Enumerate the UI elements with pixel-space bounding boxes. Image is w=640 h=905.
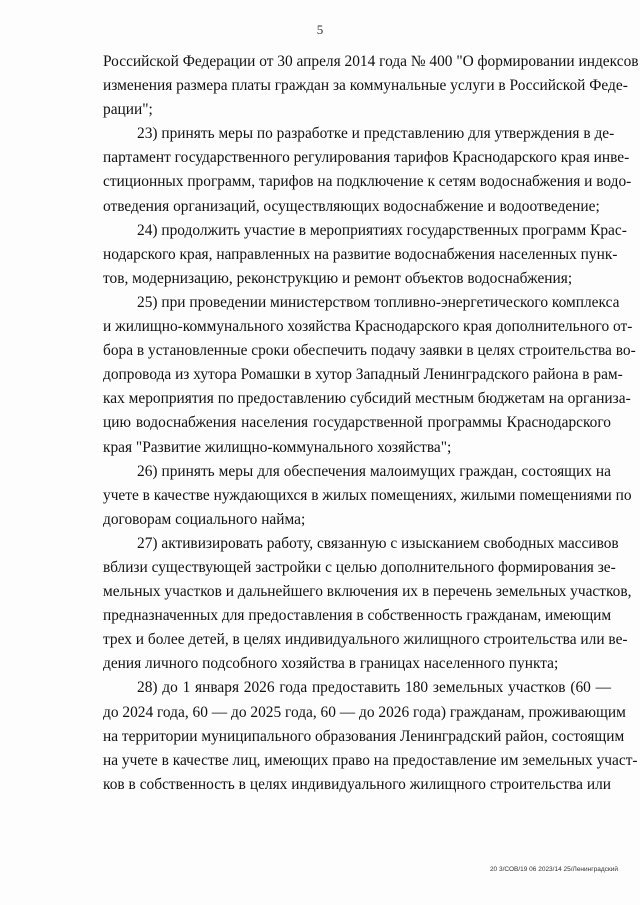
text-line: на учете в качестве лиц, имеющих право на предоставление им земельных участ-: [103, 751, 638, 769]
paragraph-p27: [103, 532, 632, 677]
text-line: рации";: [103, 101, 153, 119]
paragraph-p26: [103, 460, 632, 532]
text-line: дения личного подсобного хозяйства в границах населенного пункта;: [103, 655, 559, 673]
document-footer-code: 20 3/СОВ/19 06 2023/14 25/Ленинградский: [489, 866, 618, 873]
text-line: 23) принять меры по разработке и представлению для утверждения в де-: [137, 125, 615, 143]
text-line: предназначенных для предоставления в собственность гражданам, имеющим: [103, 607, 612, 625]
paragraph-p24: [103, 219, 627, 291]
text-line: партамент государственного регулирования тарифов Краснодарского края инве-: [103, 149, 630, 167]
paragraph-p28: [103, 676, 638, 796]
text-line: бора в установленные сроки обеспечить подачу заявки в целях строительства во-: [103, 342, 636, 360]
text-line: договорам социального найма;: [103, 510, 306, 528]
text-line: 28) до 1 января 2026 года предоставить 180 земельных участков (60 —: [137, 679, 611, 697]
text-line: 24) продолжить участие в мероприятиях государственных программ Крас-: [137, 221, 627, 239]
text-line: цию водоснабжения населения государственной программы Краснодарского: [103, 414, 611, 432]
text-line: до 2024 года, 60 — до 2025 года, 60 — до 2026 года) гражданам, проживающим: [103, 703, 626, 721]
text-line: 27) активизировать работу, связанную с изысканием свободных массивов: [137, 534, 619, 552]
text-line: 25) при проведении министерством топливно-энергетического комплекса: [137, 293, 620, 311]
text-line: на территории муниципального образования Ленинградский район, состоящим: [103, 727, 625, 745]
text-line: трех и более детей, в целях индивидуального жилищного строительства или ве-: [103, 631, 628, 649]
text-line: и жилищно-коммунального хозяйства Краснодарского края дополнительного от-: [103, 318, 633, 336]
text-line: нодарского края, направленных на развитие водоснабжения населенных пунк-: [103, 245, 618, 263]
text-line: ках мероприятия по предоставлению субсидий местным бюджетам на организа-: [103, 390, 631, 408]
page-number: 5: [316, 22, 324, 37]
paragraph-p25: [103, 291, 636, 460]
text-line: допровода из хутора Ромашки в хутор Западный Ленинградского района в рам-: [103, 366, 623, 384]
text-line: 26) принять меры для обеспечения малоимущих граждан, состоящих на: [137, 462, 611, 480]
text-line: стиционных программ, тарифов на подключение к сетям водоснабжения и водо-: [103, 173, 632, 191]
text-line: учете в качестве нуждающихся в жилых помещениях, жилыми помещениями по: [103, 486, 632, 504]
paragraph-p23: [103, 122, 632, 218]
text-line: тов, модернизацию, реконструкцию и ремонт объектов водоснабжения;: [103, 269, 573, 287]
document-body: [103, 50, 639, 797]
text-line: мельных участков и дальнейшего включения их в перечень земельных участков,: [103, 583, 632, 601]
text-line: отведения организаций, осуществляющих водоснабжение и водоотведение;: [103, 197, 600, 215]
text-line: изменения размера платы граждан за коммунальные услуги в Российской Феде-: [103, 77, 628, 95]
text-line: вблизи существующей застройки с целью дополнительного формирования зе-: [103, 558, 616, 576]
text-line: края "Развитие жилищно-коммунального хозяйства";: [103, 438, 452, 456]
paragraph-p0: [103, 50, 639, 122]
text-line: Российской Федерации от 30 апреля 2014 года № 400 "О формировании индексов: [103, 53, 639, 70]
text-line: ков в собственность в целях индивидуального жилищного строительства или: [103, 775, 611, 793]
